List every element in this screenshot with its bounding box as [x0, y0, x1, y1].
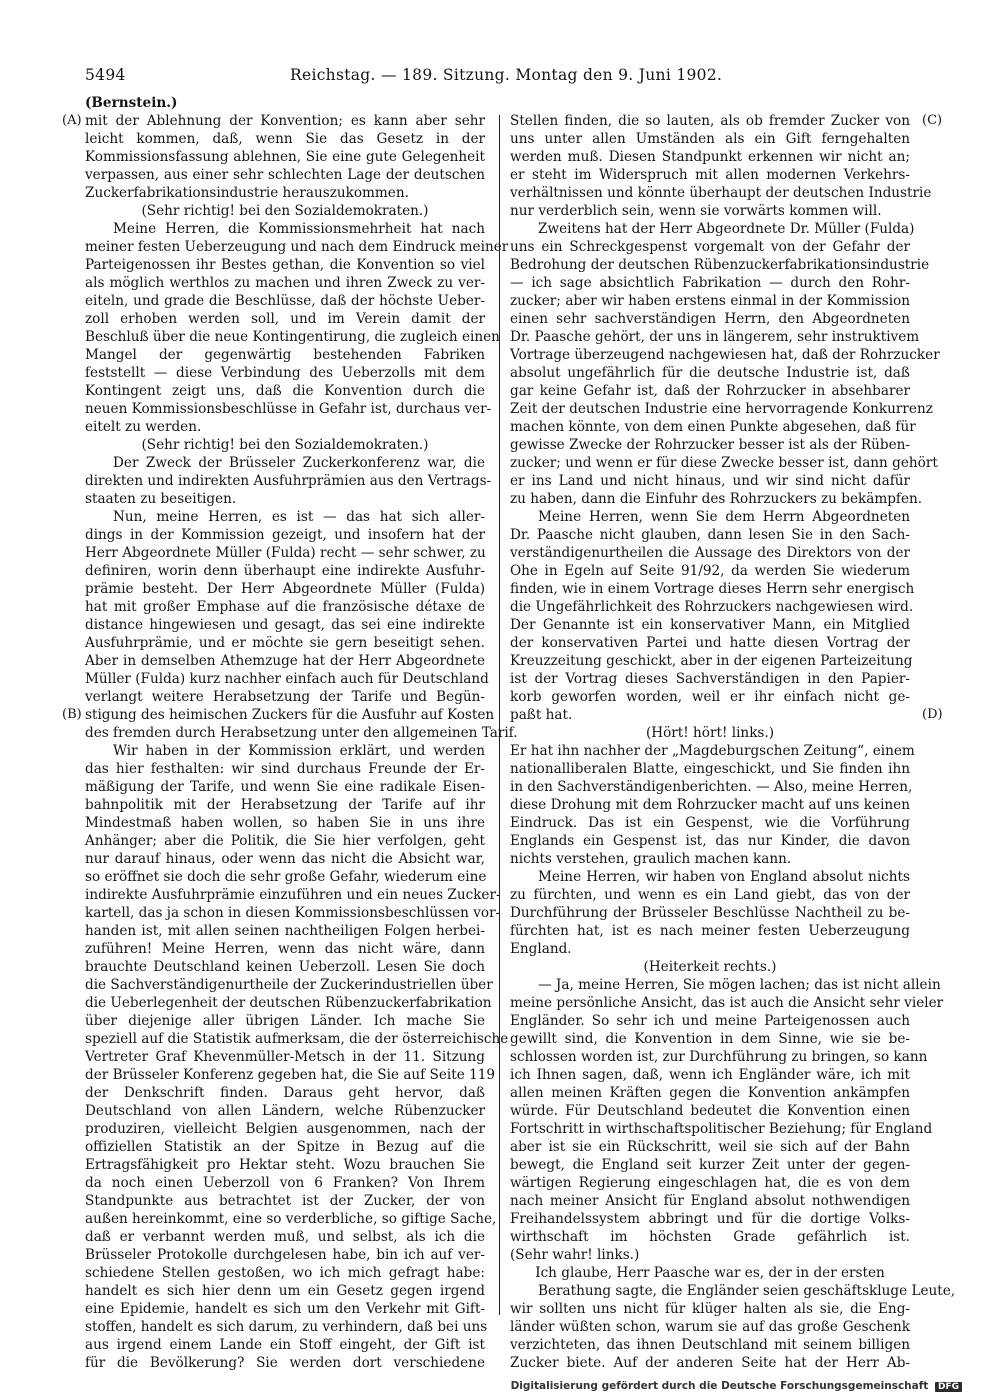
text-line: würde. Für Deutschland bedeutet die Konvention einen: [510, 1103, 910, 1119]
text-line: der Denkschrift finden. Daraus geht hervor, daß: [85, 1085, 485, 1101]
footer-credit: [511, 1380, 962, 1392]
text-line: machen könnte, von dem einen Punkte abgesehen, daß für: [510, 419, 916, 435]
text-line: er steht im Widerspruch mit allen modernen Verkehrs-: [510, 167, 910, 183]
text-line: zu haben, dann die Einfuhr des Rohrzuckers zu bekämpfen.: [510, 491, 923, 507]
text-line: Zeit der deutschen Industrie eine hervorragende Konkurrenz: [510, 401, 933, 417]
text-line: Mindestmaß haben wollen, so haben Sie in uns ihre: [85, 815, 485, 831]
text-line: ist der Vortrag dieses Sachverständigen in den Papier-: [510, 671, 910, 687]
text-line: zoll erhoben werden soll, und im Verein damit der: [85, 311, 485, 327]
text-line: hat mit großer Emphase auf die französische détaxe de: [85, 599, 485, 615]
text-line: prämie besteht. Der Herr Abgeordnete Müller (Fulda): [85, 581, 485, 597]
text-line: Der Genannte ist ein konservativer Mann, ein Mitglied: [510, 617, 910, 633]
text-line: staaten zu beseitigen.: [85, 491, 237, 507]
text-line: Mangel der gegenwärtig bestehenden Fabriken: [85, 347, 485, 363]
text-line: außen hereinkommt, eine so verderbliche, so giftige Sache,: [85, 1211, 497, 1227]
text-line: wirthschaft im höchsten Grade gefährlich ist.: [510, 1229, 910, 1245]
text-line: Zuckerfabrikationsindustrie herauszukommen.: [85, 185, 409, 201]
margin-marker-c: (C): [922, 113, 943, 128]
text-line: daß er verbannt werden muß, und selbst, als ich die: [85, 1229, 485, 1245]
text-line: dings in der Kommission gezeigt, und insofern hat der: [85, 527, 485, 543]
text-line: Der Zweck der Brüsseler Zuckerkonferenz war, die: [113, 455, 485, 471]
text-line: Brüsseler Protokolle durchgelesen habe, bin ich auf ver-: [85, 1247, 485, 1263]
text-line: verzichteten, das ihnen Deutschland mit seinem billigen: [510, 1337, 910, 1353]
text-line: schiedene Stellen gestoßen, wo ich mich gefragt habe:: [85, 1265, 485, 1281]
text-line: (Hört! hört! links.): [645, 725, 775, 741]
text-line: für die Bevölkerung? Sie werden dort verschiedene: [85, 1355, 485, 1371]
text-line: aus irgend einem Lande ein Stoff eingeht, der Gift ist: [85, 1337, 485, 1353]
text-line: nur darauf hinaus, oder wenn das nicht die Absicht war,: [85, 851, 485, 867]
text-line: Meine Herren, wenn Sie dem Herrn Abgeordneten: [538, 509, 910, 525]
text-line: die Sachverständigenurtheile der Zuckerindustriellen über: [85, 977, 493, 993]
text-line: indirekte Ausfuhrprämie einzuführen und ein neues Zucker-: [85, 887, 501, 903]
speaker-name: (Bernstein.): [85, 95, 178, 111]
text-line: handelt es sich hier denn um ein Gesetz gegen irgend: [85, 1283, 485, 1299]
page-number: 5494: [85, 66, 126, 84]
text-line: verhältnissen und könnte überhaupt der deutschen Industrie: [510, 185, 932, 201]
text-line: er ins Land und nicht hinaus, und wir sind nicht dafür: [510, 473, 910, 489]
right-column: [510, 112, 956, 1372]
text-line: Dr. Paasche nicht glauben, dann lesen Sie in den Sach-: [510, 527, 910, 543]
text-line: Herr Abgeordnete Müller (Fulda) recht — sehr schwer, zu: [85, 545, 486, 561]
text-line: eiteln, und grade die Beschlüsse, daß der höchste Ueber-: [85, 293, 485, 309]
text-line: Nun, meine Herren, es ist — das hat sich aller-: [113, 509, 485, 525]
text-line: eitelt zu werden.: [85, 419, 202, 435]
page-header: [85, 66, 723, 88]
text-line: verständigenurtheilen die Aussage des Direktors von der: [510, 545, 910, 561]
text-line: brauchte Deutschland keinen Ueberzoll. Lesen Sie doch: [85, 959, 485, 975]
text-line: Kommissionsfassung ablehnen, Sie eine gute Gelegenheit: [85, 149, 485, 165]
text-line: Stellen finden, die so lauten, als ob fremder Zucker von: [510, 113, 910, 129]
text-line: — ich sage absichtlich Fabrikation — durch den Rohr-: [510, 275, 910, 291]
text-line: stoffen, handelt es sich darum, zu verhindern, daß bei uns: [85, 1319, 488, 1335]
text-line: wir sollten uns nicht für klüger halten als sie, die Eng-: [510, 1301, 910, 1317]
footer-text: Digitalisierung gefördert durch die Deutsche Forschungsgemeinschaft: [510, 1380, 929, 1392]
text-line: der konservativen Partei und hatte diesen Vortrag der: [510, 635, 910, 651]
text-line: verlangt weitere Herabsetzung der Tarife und Begün-: [85, 689, 485, 705]
text-line: die Ueberlegenheit der deutschen Rübenzuckerfabrikation: [85, 995, 492, 1011]
text-line: gar keine Gefahr ist, daß der Rohrzucker in absehbarer: [510, 383, 910, 399]
text-line: direkten und indirekten Ausfuhrprämien aus den Vertrags-: [85, 473, 492, 489]
text-line: die Ungefährlichkeit des Rohrzuckers nachgewiesen wird.: [510, 599, 914, 615]
text-line: paßt hat.: [510, 707, 573, 723]
text-line: England.: [510, 941, 572, 957]
text-line: in den Sachverständigenberichten. — Also, meine Herren,: [510, 779, 913, 795]
text-line: werden muß. Diesen Standpunkt erkennen wir nicht an;: [510, 149, 910, 165]
text-line: absolut ungefährlich für die deutsche Industrie ist, daß: [510, 365, 910, 381]
text-line: Müller (Fulda) kurz nachher einfach auch für Deutschland: [85, 671, 489, 687]
text-line: Durchführung der Brüsseler Beschlüsse Nachtheil zu be-: [510, 905, 910, 921]
text-line: Kontingent zeigt uns, daß die Konvention durch die: [85, 383, 485, 399]
text-line: als möglich werthlos zu machen und ihren Zweck zu ver-: [85, 275, 485, 291]
text-line: Dr. Paasche gehört, der uns in längerem, sehr instruktivem: [510, 329, 920, 345]
text-line: Er hat ihn nachher der „Magdeburgschen Zeitung“, einem: [510, 743, 915, 759]
text-line: korb geworfen worden, weil er ihr einfach nicht ge-: [510, 689, 910, 705]
text-line: Ohe in Egeln auf Seite 91/92, da werden Sie wiederum: [510, 563, 910, 579]
text-line: zuführen! Meine Herren, wenn das nicht wäre, dann: [85, 941, 485, 957]
text-line: mit der Ablehnung der Konvention; es kann aber sehr: [85, 113, 485, 129]
text-line: verpassen, aus einer sehr schlechten Lage der deutschen: [85, 167, 485, 183]
text-line: definiren, worin denn überhaupt eine indirekte Ausfuhr-: [85, 563, 485, 579]
text-line: (Sehr richtig! bei den Sozialdemokraten.): [141, 203, 429, 219]
text-line: speziell auf die Statistik aufmerksam, die der österreichische: [85, 1031, 509, 1047]
text-line: der Brüsseler Konferenz gegeben hat, die Sie auf Seite 119: [85, 1067, 496, 1083]
text-line: ich Ihnen sagen, daß, wenn ich Engländer wäre, ich mit: [510, 1067, 910, 1083]
text-line: Meine Herren, wir haben von England absolut nichts: [538, 869, 910, 885]
text-line: fürchten hat, ist es nach meiner festen Ueberzeugung: [510, 923, 910, 939]
text-line: feststellt — diese Verbindung des Ueberzolls mit dem: [85, 365, 485, 381]
text-line: (Sehr richtig! bei den Sozialdemokraten.): [141, 437, 429, 453]
text-line: bahnpolitik mit der Herabsetzung der Tarife auf ihr: [85, 797, 485, 813]
text-line: Deutschland von allen Ländern, welche Rübenzucker: [85, 1103, 485, 1119]
text-line: Ausfuhrprämie, und er möchte sie gern beseitigt sehen.: [85, 635, 485, 651]
text-line: (Sehr wahr! links.): [510, 1247, 640, 1263]
text-line: produziren, vielleicht Belgien ausgenommen, nach der: [85, 1121, 485, 1137]
text-line: mäßigung der Tarife, und wenn Sie eine radikale Eisen-: [85, 779, 485, 795]
text-line: Berathung sagte, die Engländer seien geschäftskluge Leute,: [538, 1283, 956, 1299]
text-line: nach meiner Ansicht für England absolut nothwendigen: [510, 1193, 910, 1209]
text-line: zucker; und wenn er für diese Zwecke besser ist, dann gehört: [510, 455, 938, 471]
text-line: Freihandelssystem abbringt und für die dortige Volks-: [510, 1211, 910, 1227]
text-line: wärtigen Regierung eingeschlagen hat, die es von dem: [510, 1175, 910, 1191]
text-line: Englands ein Gespenst ist, das nur Kinder, die davon: [510, 833, 910, 849]
text-line: leicht kommen, daß, wenn Sie das Gesetz in der: [85, 131, 485, 147]
text-line: (Heiterkeit rechts.): [643, 959, 777, 975]
text-line: allen meinen Kräften gegen die Konvention ankämpfen: [510, 1085, 910, 1101]
text-line: eine Epidemie, handelt es sich um den Verkehr mit Gift-: [85, 1301, 485, 1317]
text-line: Beschluß über die neue Kontingentirung, die zugleich einen: [85, 329, 500, 345]
text-line: nationalliberalen Blatte, eingeschickt, und Sie finden ihn: [510, 761, 910, 777]
text-line: nichts verstehen, graulich machen kann.: [510, 851, 792, 867]
text-line: gewillt sind, die Konvention in dem Sinne, wie sie be-: [510, 1031, 910, 1047]
text-line: Ertragsfähigkeit pro Hektar steht. Wozu brauchen Sie: [85, 1157, 485, 1173]
text-line: das hier festhalten: wir sind durchaus Freunde der Er-: [85, 761, 485, 777]
text-line: Fortschritt in wirthschaftspolitischer Beziehung; für England: [510, 1121, 933, 1137]
text-line: Zweitens hat der Herr Abgeordnete Dr. Müller (Fulda): [538, 221, 915, 237]
text-line: schlossen worden ist, zur Durchführung zu bringen, so kann: [510, 1049, 928, 1065]
text-line: gewisse Zwecke der Rohrzucker besser ist als der Rüben-: [510, 437, 910, 453]
text-line: — Ja, meine Herren, Sie mögen lachen; das ist nicht allein: [538, 977, 941, 993]
left-column-text: [85, 112, 518, 1372]
text-line: da noch einen Ueberzoll von 6 Franken? Von Ihrem: [85, 1175, 485, 1191]
running-title: Reichstag. — 189. Sitzung. Montag den 9. Juni 1902.: [290, 66, 723, 84]
left-column: [85, 94, 518, 1372]
margin-marker-d: (D): [922, 707, 943, 722]
text-line: meine persönliche Ansicht, das ist auch die Ansicht sehr vieler: [510, 995, 944, 1011]
text-line: Parteigenossen ihr Bestes gethan, die Konvention so viel: [85, 257, 485, 273]
text-line: einen sehr sachverständigen Herrn, den Abgeordneten: [510, 311, 910, 327]
text-line: Eindruck. Das ist ein Gespenst, wie die Vorführung: [510, 815, 910, 831]
text-line: Aber in demselben Athemzuge hat der Herr Abgeordnete: [85, 653, 485, 669]
text-line: des fremden durch Herabsetzung unter den allgemeinen Tarif.: [85, 725, 518, 741]
text-line: Zucker biete. Auf der anderen Seite hat der Herr Ab-: [510, 1355, 910, 1371]
text-line: Engländer. So sehr ich und meine Parteigenossen auch: [510, 1013, 910, 1029]
text-line: Anhänger; aber die Politik, die Sie hier verfolgen, geht: [85, 833, 485, 849]
text-line: diese Drohung mit dem Rohrzucker macht auf uns keinen: [510, 797, 910, 813]
text-line: kartell, das ja schon in diesen Kommissionsbeschlüssen vor-: [85, 905, 501, 921]
text-line: handen ist, mit allen seinen nachtheiligen Folgen herbei-: [85, 923, 485, 939]
text-line: über diejenige aller übrigen Länder. Ich mache Sie: [85, 1013, 485, 1029]
text-line: distance hingewiesen und gesagt, das sei eine indirekte: [85, 617, 485, 633]
text-line: Vertreter Graf Khevenmüller-Metsch in der 11. Sitzung: [85, 1049, 485, 1065]
text-line: finden, wie in einem Vortrage dieses Herrn sehr energisch: [510, 581, 915, 597]
text-line: Standpunkte aus betrachtet ist der Zucker, der von: [85, 1193, 485, 1209]
text-line: meiner festen Ueberzeugung und nach dem Eindruck meiner: [85, 239, 509, 255]
text-line: neuen Kommissionsbeschlüsse in Gefahr ist, durchaus ver-: [85, 401, 492, 417]
text-line: zucker; aber wir haben erstens einmal in der Kommission: [510, 293, 910, 309]
text-line: Vortrage überzeugend nachgewiesen hat, daß der Rohrzucker: [510, 347, 940, 363]
text-line: bewegt, die England seit kurzer Zeit unter der gegen-: [510, 1157, 910, 1173]
dfg-logo: DFG: [935, 1382, 962, 1392]
text-line: aber ist sie ein Rückschritt, weil sie sich auf der Bahn: [510, 1139, 910, 1155]
text-line: Kreuzzeitung geschickt, aber in der eigenen Parteizeitung: [510, 653, 913, 669]
right-column-text: [510, 112, 956, 1372]
text-line: nur verderblich sein, wenn sie vorwärts kommen will.: [510, 203, 882, 219]
text-line: zu fürchten, und wenn es ein Land giebt, das von der: [510, 887, 910, 903]
text-line: Wir haben in der Kommission erklärt, und werden: [113, 743, 485, 759]
text-line: so eröffnet sie doch die sehr große Gefahr, wiederum eine: [85, 869, 487, 885]
column-divider: [499, 115, 500, 1315]
text-line: Bedrohung der deutschen Rübenzuckerfabrikationsindustrie: [510, 257, 930, 273]
text-line: länder wüßten schon, warum sie auf das große Geschenk: [510, 1319, 910, 1335]
text-line: stigung des heimischen Zuckers für die Ausfuhr auf Kosten: [85, 707, 495, 723]
text-line: uns unter allen Umständen als ein Gift ferngehalten: [510, 131, 910, 147]
text-line: uns ein Schreckgespenst vorgemalt von der Gefahr der: [510, 239, 910, 255]
margin-marker-a: (A): [62, 113, 82, 128]
text-line: Ich glaube, Herr Paasche war es, der in der ersten: [535, 1265, 885, 1281]
text-line: Meine Herren, die Kommissionsmehrheit hat nach: [113, 221, 485, 237]
text-line: offiziellen Statistik an der Spitze in Bezug auf die: [85, 1139, 485, 1155]
margin-marker-b: (B): [62, 707, 82, 722]
